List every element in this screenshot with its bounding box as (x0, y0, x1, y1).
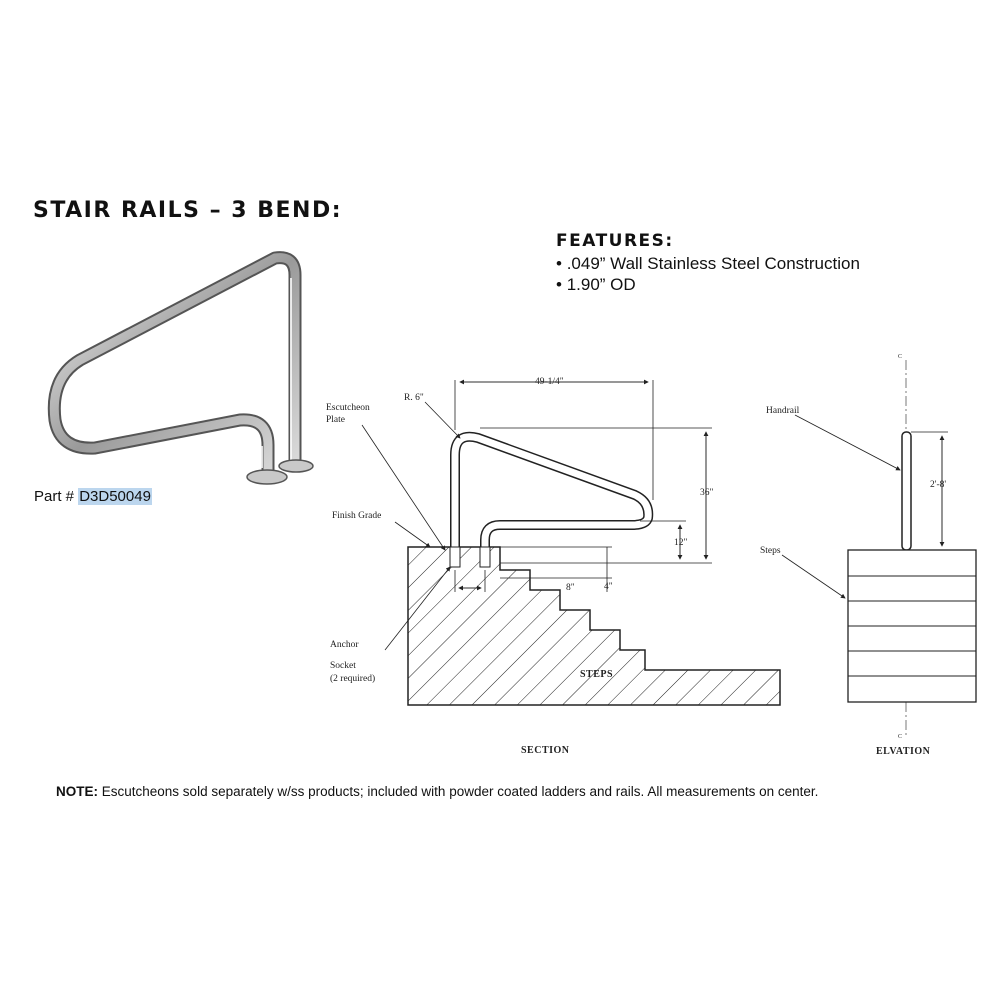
escutcheon-label: Escutcheon (326, 403, 370, 413)
finish-grade-label: Finish Grade (332, 511, 382, 521)
width-dimension: 49-1/4" (535, 377, 564, 387)
centerline-bottom-label: C (898, 734, 903, 740)
anchor-label: Anchor (330, 640, 359, 650)
spacing-dimension: 8" (566, 583, 575, 593)
anchor-required-label: (2 required) (330, 674, 376, 684)
elevation-steps-label: Steps (760, 546, 781, 556)
part-prefix: Part # (34, 488, 75, 505)
handrail-label: Handrail (766, 406, 800, 416)
feature-item: • .049” Wall Stainless Steel Construction (556, 253, 860, 274)
depth-dimension: 4" (604, 582, 613, 592)
anchor-socket-label: Socket (330, 661, 356, 671)
section-caption: SECTION (521, 745, 570, 756)
radius-label: R. 6" (404, 393, 424, 403)
stair-rail-photo (54, 258, 313, 484)
feature-item: • 1.90” OD (556, 274, 860, 295)
elevation-drawing (760, 354, 976, 757)
section-drawing (326, 377, 780, 756)
part-number-value[interactable]: D3D50049 (79, 488, 151, 505)
lower-height-dimension: 12" (674, 538, 688, 548)
steps-label: STEPS (580, 669, 614, 680)
centerline-top-label: C (898, 354, 903, 360)
page-title: STAIR RAILS – 3 BEND: (33, 198, 343, 223)
note (56, 784, 818, 799)
note-text: Escutcheons sold separately w/ss products; included with powder coated ladders and rails. All measurements on center. (101, 784, 819, 799)
elevation-height-dimension: 2'-8' (930, 480, 947, 490)
height-dimension: 36" (700, 488, 714, 498)
elevation-caption: ELVATION (876, 746, 931, 757)
note-label: NOTE: (56, 784, 98, 799)
plate-label: Plate (326, 415, 345, 425)
features-heading: FEATURES: (556, 231, 674, 251)
